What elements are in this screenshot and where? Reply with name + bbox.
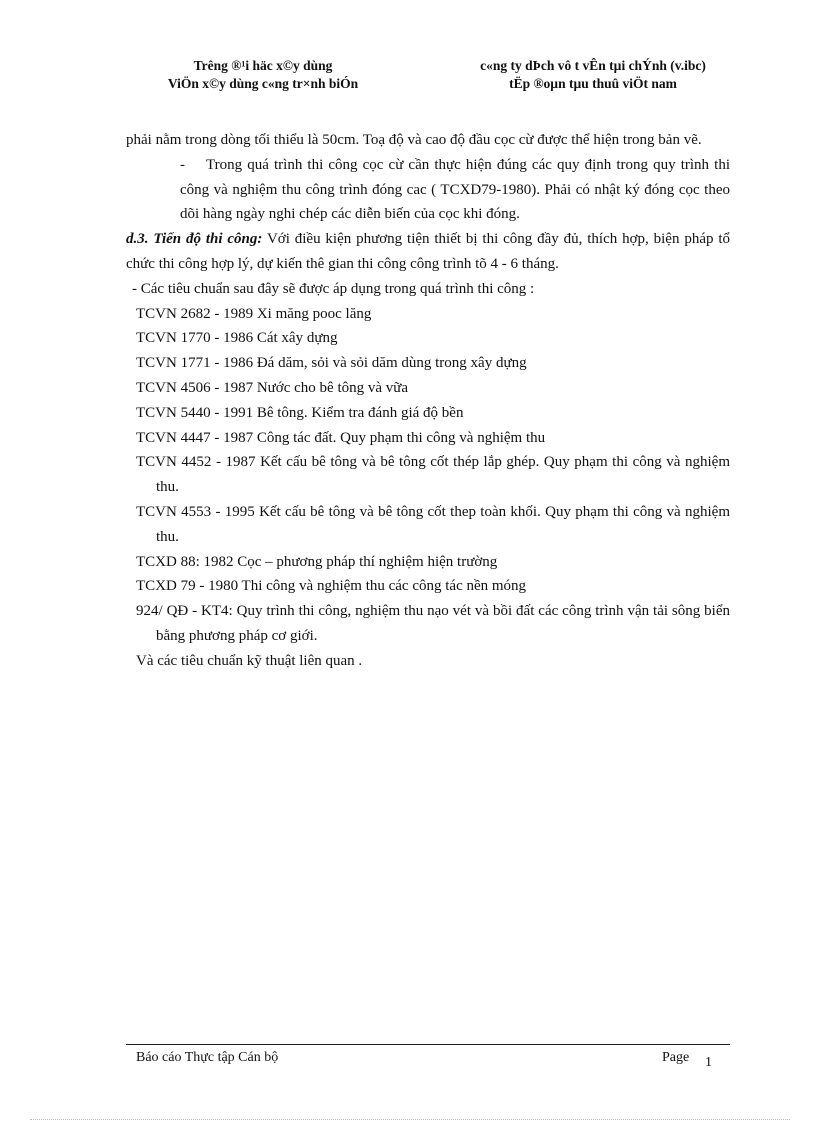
- standard-item: TCXD 79 - 1980 Thi công và nghiệm thu các công tác nền móng: [136, 578, 527, 595]
- paragraph-pile-position: phải nằm trong dòng tối thiểu là 50cm. Toạ độ và cao độ đầu cọc cừ được thể hiện trong bản vẽ.: [126, 132, 702, 148]
- section-title: d.3. Tiến độ thi công:: [126, 231, 263, 248]
- footer-page-label: Page: [662, 1050, 690, 1065]
- header-left-line2: ViÖn x©y dùng c«ng tr×nh biÓn: [167, 76, 359, 91]
- standards-list: [126, 302, 730, 649]
- bullet-dash: -: [180, 156, 185, 173]
- footer-title: Báo cáo Thực tập Cán bộ: [136, 1050, 279, 1065]
- footer-page-number: 1: [705, 1055, 712, 1070]
- section-text: Với điều kiện phương tiện thiết bị thi công đầy đủ, thích hợp, biện pháp tổ chức thi công hợp lý, dự kiến thê gian thi công công trình tõ 4 - 6 tháng.: [126, 231, 730, 272]
- standard-item: TCVN 4553 - 1995 Kết cấu bê tông và bê tông cốt thep toàn khối. Quy phạm thi công và nghiệm thu.: [136, 503, 730, 545]
- standard-item: TCVN 2682 - 1989 Xi măng pooc lăng: [136, 305, 372, 322]
- header-left: [128, 57, 398, 93]
- standard-item: TCVN 1771 - 1986 Đá dăm, sỏi và sỏi dăm dùng trong xây dựng: [136, 355, 527, 372]
- section-d3: [126, 227, 730, 277]
- bullet-item: [126, 153, 730, 227]
- standard-item: 924/ QĐ - KT4: Quy trình thi công, nghiệm thu nạo vét và bồi đất các công trình vận tải sông biển bằng phương pháp cơ giới.: [136, 603, 730, 644]
- header-right: [458, 57, 728, 93]
- bullet-text: Trong quá trình thi công cọc cừ cần thực hiện đúng các quy định trong quy trình thi công và nghiệm thu công trình đóng cac ( TCXD79-1980). Phải có nhật ký đóng cọc theo dõi hàng ngày nghi chép các diễn biến của cọc khi đóng.: [180, 156, 730, 223]
- header-right-line1: c«ng ty dÞch vô t vÊn tµi chÝnh (v.ibc): [480, 58, 706, 73]
- footer-divider: [126, 1044, 730, 1045]
- standard-item: TCVN 4506 - 1987 Nước cho bê tông và vữa: [136, 379, 409, 396]
- page-edge-divider: [30, 1119, 790, 1120]
- standard-item: TCXD 88: 1982 Cọc – phương pháp thí nghiệm hiện trường: [136, 553, 498, 570]
- standard-item: TCVN 4452 - 1987 Kết cấu bê tông và bê tông cốt thép lắp ghép. Quy phạm thi công và nghiệm thu.: [136, 454, 730, 496]
- standards-intro: - Các tiêu chuẩn sau đây sẽ được áp dụng trong quá trình thi công :: [132, 280, 535, 297]
- header-left-line1: Trêng ®¹i häc x©y dùng: [193, 58, 333, 73]
- header-right-line2: tËp ®oµn tµu thuû viÖt nam: [509, 76, 677, 91]
- standard-item: TCVN 4447 - 1987 Công tác đất. Quy phạm thi công và nghiệm thu: [136, 429, 546, 446]
- standard-item: TCVN 1770 - 1986 Cát xây dựng: [136, 330, 338, 347]
- document-body: [126, 128, 730, 674]
- closing-text: Và các tiêu chuẩn kỹ thuật liên quan .: [136, 652, 363, 669]
- standard-item: TCVN 5440 - 1991 Bê tông. Kiểm tra đánh giá độ bền: [136, 404, 464, 421]
